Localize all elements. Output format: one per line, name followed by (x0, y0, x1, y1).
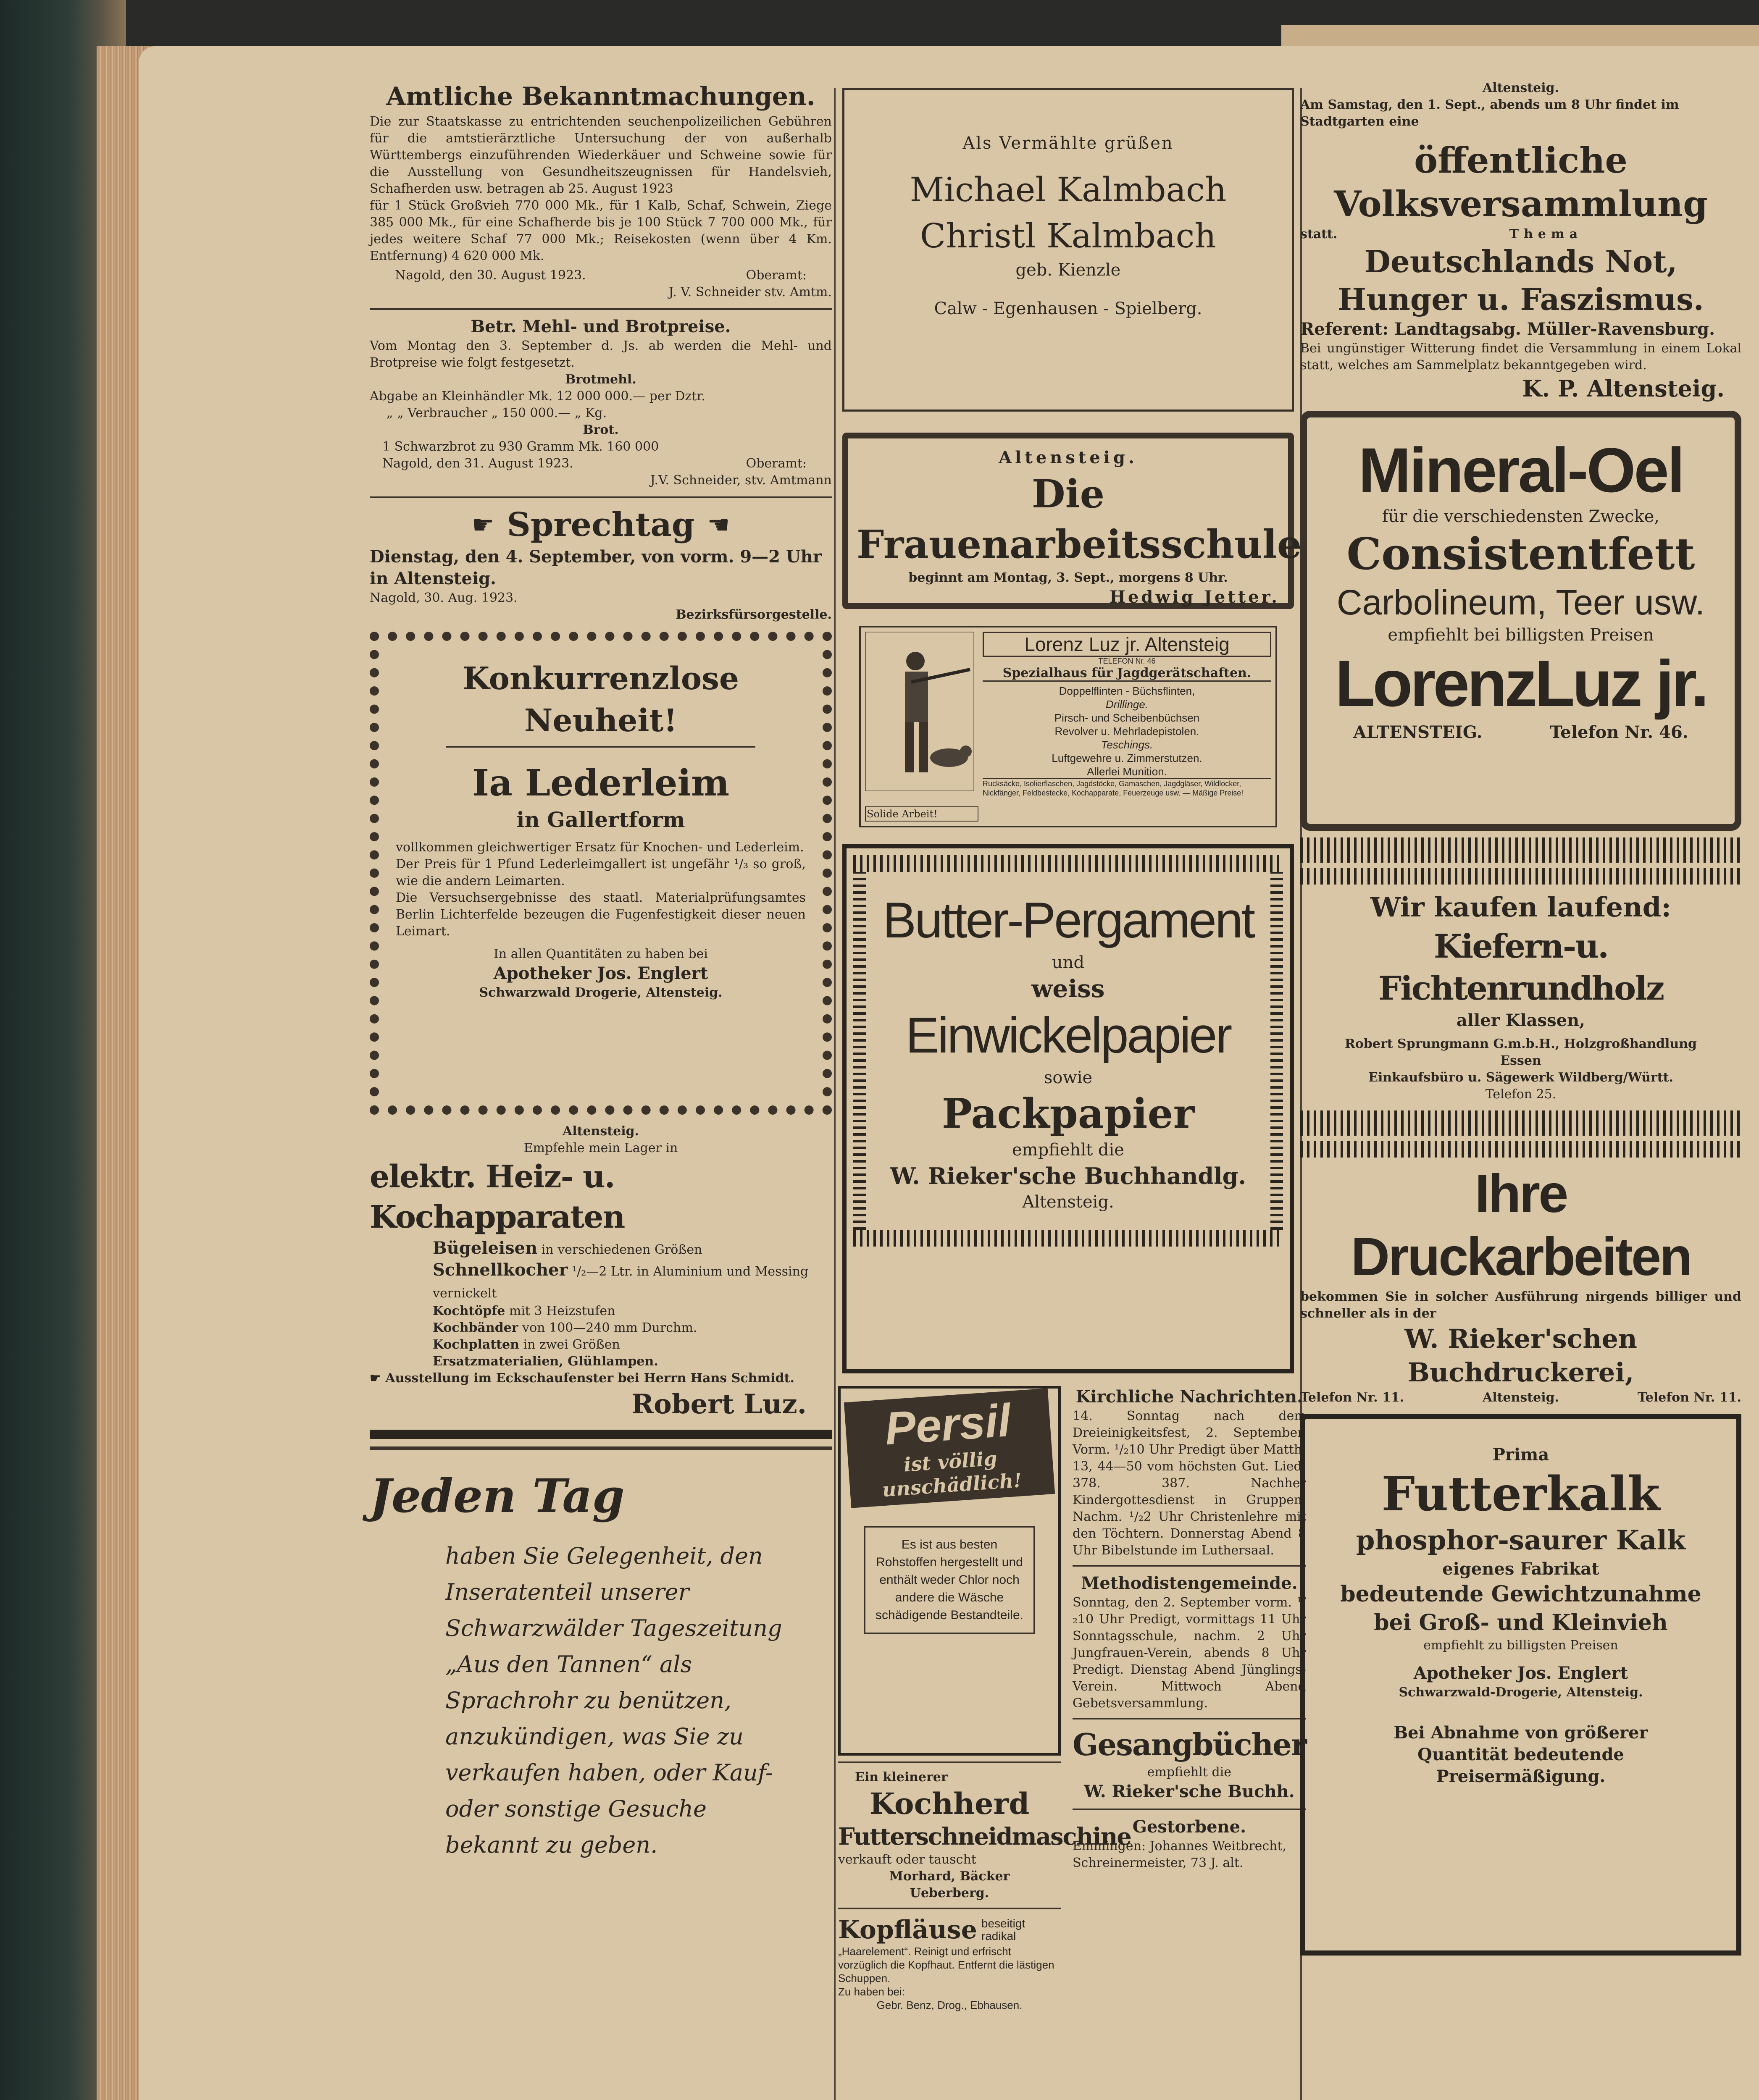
gest-body: Emmingen: Johannes Weitbrecht, Schreinermeister, 73 J. alt. (1073, 1839, 1287, 1870)
wedding-born: geb. Kienzle (1015, 260, 1121, 280)
futter-h2: phosphor-saurer Kalk (1356, 1525, 1686, 1556)
bread-intro: Vom Montag den 3. September d. Js. ab werden die Mehl- und Brotpreise wie folgt festgesetzt. (370, 339, 832, 370)
jeden-heading: Jeden Tag (370, 1469, 625, 1523)
kochherd-h1: Kochherd (869, 1786, 1030, 1821)
gestorbene (1073, 1816, 1306, 1872)
mineral-phone: Telefon Nr. 46. (1550, 722, 1688, 742)
druck-l1: bekommen Sie in solcher Ausführung nirgends billiger und schneller als in der (1300, 1289, 1741, 1321)
luz-intro: Empfehle mein Lager in (523, 1141, 678, 1155)
luz-heading: elektr. Heiz- u. Kochapparaten (370, 1159, 625, 1235)
holz-sub: aller Klassen, (1456, 1011, 1585, 1030)
lederleim-p4: In allen Quantitäten zu haben bei (493, 947, 708, 961)
bread-sub2: Brot. (583, 423, 619, 437)
lederleim-p3: Die Versuchsergebnisse des staatl. Materialprüfungsamtes Berlin Lichterfelde bezeugen die Fugenfestigkeit dieser neuen Leimart. (396, 890, 806, 939)
luz-item-rest: in zwei Größen (519, 1337, 620, 1352)
lederleim-sub: in Gallertform (516, 807, 685, 832)
versamm-note: Bei ungünstiger Witterung findet die Versammlung in einem Lokal statt, welches am Sammelplatz bekanntgegeben wird. (1300, 341, 1741, 373)
ad-futterkalk (1300, 1414, 1741, 1956)
lederleim-heading: Konkurrenzlose Neuheit! (462, 661, 739, 739)
wedding-name2: Christl Kalmbach (920, 216, 1216, 255)
pointing-hand-icon: ☚ (707, 510, 730, 540)
jagd-l2: Drillinge. (1105, 698, 1149, 711)
futter-b3: Preisermäßigung. (1436, 1767, 1606, 1786)
notice-bread-prices (370, 316, 832, 489)
kopf-seller: Gebr. Benz, Drog., Ebhausen. (876, 1999, 1023, 2011)
wedding-name1: Michael Kalmbach (910, 170, 1227, 209)
bread-heading: Betr. Mehl- und Brotpreise. (471, 317, 731, 336)
divider (838, 1761, 1061, 1763)
holz-heading: Kiefern-u. Fichtenrundholz (1378, 927, 1664, 1008)
decor-stripes (1300, 1141, 1741, 1158)
versamm-ref: Referent: Landtagsabg. Müller-Ravensburg. (1300, 319, 1715, 339)
kochherd-who: Morhard, Bäcker (889, 1869, 1010, 1884)
kochherd-place: Ueberberg. (910, 1886, 989, 1900)
versamm-h2: Volksversammlung (1334, 183, 1708, 225)
jagd-l6: Luftgewehre u. Zimmerstutzen. (1052, 752, 1202, 764)
luz-item-bold: Kochplatten (433, 1337, 519, 1352)
luz-signer: Robert Luz. (631, 1389, 807, 1420)
holz-office: Einkaufsbüro u. Sägewerk Wildberg/Württ. (1368, 1070, 1673, 1085)
bread-line2: „ „ Verbraucher „ 150 000.— „ Kg. (387, 406, 607, 420)
lederleim-seller2: Schwarzwald Drogerie, Altensteig. (479, 985, 723, 1000)
wedding-places: Calw - Egenhausen - Spielberg. (934, 299, 1202, 318)
futter-l1: eigenes Fabrikat (1442, 1559, 1599, 1579)
divider (1073, 1565, 1306, 1567)
kopf-side: beseitigt radikal (981, 1917, 1025, 1942)
divider (370, 1446, 832, 1450)
divider (1073, 1718, 1306, 1719)
luz-item-bold: Kochbänder (433, 1320, 518, 1335)
kopf-body: „Haarelement“. Reinigt und erfrischt vorzüglich die Kopfhaut. Entfernt die lästigen Schuppen. (838, 1945, 1054, 1984)
luz-exhibit: Ausstellung im Eckschaufenster bei Herrn Hans Schmidt. (385, 1371, 794, 1386)
kirche-body: 14. Sonntag nach dem Dreieinigkeitsfest, 2. September. Vorm. ¹/₂10 Uhr Predigt über Matth. 13, 44—50 vom höchsten Gut. Lied: 378. 387. Nachher Kindergottesdienst in Gruppen. Nachm. ¹/₂2 Uhr Christenlehre mit den Töchtern. Donnerstag Abend 8 Uhr Bibelstunde im Luthersaal. (1073, 1409, 1306, 1558)
notice-body: Die zur Staatskasse zu entrichtenden seuchenpolizeilichen Gebühren für die amtstierärztliche Untersuchung der von außerhalb Württembergs einzuführenden Wiederkäuer und Schweine sowie für die Ausstellung von Gesundheitszeugnissen für Handelsvieh, Schafherden usw. betragen ab 25. August 1923 (370, 114, 832, 196)
futter-l3: bei Groß- und Kleinvieh (1374, 1610, 1668, 1635)
luz-item-rest: von 100—240 mm Durchm. (518, 1320, 697, 1335)
notice-place: Nagold, den 30. August 1923. (395, 268, 586, 283)
luz-item-rest: mit 3 Heizstufen (505, 1304, 615, 1318)
persil-tag: ist völlig unschädlich! (881, 1447, 1023, 1502)
ad-heizapparate (370, 1123, 832, 1422)
gest-heading: Gestorbene. (1132, 1817, 1246, 1837)
wedding-intro: Als Vermählte grüßen (962, 134, 1174, 153)
versamm-statt: statt. (1300, 227, 1338, 242)
decor-stripes (1300, 868, 1741, 885)
butter-and: und (1052, 953, 1085, 972)
gesang-heading: Gesangbücher (1073, 1727, 1306, 1762)
versamm-signer: K. P. Altensteig. (1522, 375, 1725, 402)
kirche-heading: Kirchliche Nachrichten. (1075, 1387, 1303, 1407)
notice-office: Oberamt: (746, 268, 807, 283)
notice-official (370, 80, 832, 301)
mineral-h1: Mineral-Oel (1358, 435, 1683, 505)
bread-line1: Abgabe an Kleinhändler Mk. 12 000 000.— per Dztr. (370, 389, 705, 404)
hunter-icon (865, 632, 974, 791)
lederleim-seller: Apotheker Jos. Englert (493, 963, 708, 983)
col2-bottom-row (834, 1386, 1306, 2012)
bread-sub1: Brotmehl. (565, 372, 636, 387)
holz-phone: Telefon 25. (1485, 1087, 1557, 1102)
decor-stripes (853, 872, 866, 1230)
mineral-h4: LorenzLuz jr. (1335, 647, 1707, 720)
bread-office: Oberamt: (746, 456, 807, 471)
ad-kochherd (838, 1769, 1131, 1902)
druck-place: Altensteig. (1482, 1390, 1559, 1405)
futter-seller2: Schwarzwald-Drogerie, Altensteig. (1399, 1685, 1643, 1700)
ad-rundholz (1300, 890, 1741, 1103)
versamm-h1: öffentliche (1414, 139, 1628, 181)
jagd-sub: Spezialhaus für Jagdgerätschaften. (983, 666, 1271, 682)
butter-h2: Einwickelpapier (905, 1007, 1231, 1063)
druck-firm: W. Rieker'schen Buchdruckerei, (1404, 1323, 1637, 1388)
luz-item-bold: Kochtöpfe (433, 1304, 505, 1318)
gesang-l1: empfiehlt die (1147, 1765, 1232, 1780)
jagd-left: Solide Arbeit! (865, 806, 978, 822)
kopf-where: Zu haben bei: (838, 1985, 905, 1998)
ad-frauenarbeitsschule (842, 433, 1302, 609)
futter-b1: Bei Abnahme von größerer (1394, 1723, 1648, 1743)
divider (838, 1908, 1061, 1909)
jagd-l1: Doppelflinten - Büchsflinten, (1059, 685, 1195, 697)
futter-l4: empfiehlt zu billigsten Preisen (1423, 1638, 1618, 1653)
notice-heading: Amtliche Bekanntmachungen. (386, 82, 815, 111)
frauen-line: beginnt am Montag, 3. Sept., morgens 8 Uhr. (908, 570, 1228, 585)
meth-body: Sonntag, den 2. September vorm. ¹/₂10 Uhr Predigt, vormittags 11 Uhr Sonntagsschule, nachm. 2 Uhr Jungfrauen-Verein, abends 8 Uhr Predigt. Dienstag Abend Jünglings-Verein. Mittwoch Abend Gebetsversammlung. (1073, 1595, 1306, 1711)
kochherd-h2: Futterschneidmaschine (838, 1823, 1131, 1851)
kirche-notes (1073, 1386, 1306, 1712)
ad-persil (838, 1386, 1061, 1756)
column-3 (1300, 80, 1741, 1956)
divider (446, 746, 755, 748)
decor-stripes (1300, 837, 1741, 863)
lederleim-title: Ia Lederleim (472, 762, 730, 804)
kopf-heading: Kopfläuse (838, 1915, 977, 1945)
sprechtag-heading: Sprechtag (507, 506, 695, 544)
column-2 (834, 80, 1306, 2012)
divider (1073, 1809, 1306, 1810)
pointing-hand-icon: ☛ (471, 510, 494, 540)
jagd-l5: Teschings. (1101, 738, 1153, 751)
notice-sprechtag (370, 504, 832, 623)
sprechtag-line: Dienstag, den 4. September, von vorm. 9—2 Uhr in Altensteig. (370, 547, 822, 588)
jagd-l7: Allerlei Munition. (1087, 765, 1167, 778)
pointing-hand-icon: ☛ (370, 1371, 386, 1386)
butter-sowie: sowie (1044, 1068, 1093, 1087)
mineral-l2: empfiehlt bei billigsten Preisen (1388, 625, 1654, 645)
mineral-h3: Carbolineum, Teer usw. (1336, 583, 1705, 622)
druck-phone2: Telefon Nr. 11. (1637, 1390, 1741, 1405)
futter-b2: Quantität bedeutende (1417, 1745, 1624, 1764)
holz-firm: Robert Sprungmann G.m.b.H., Holzgroßhandlung Essen (1344, 1037, 1697, 1068)
decor-stripes (853, 855, 1283, 872)
butter-place: Altensteig. (1022, 1192, 1114, 1212)
ad-volksversammlung (1300, 80, 1741, 403)
bread-signer: J.V. Schneider, stv. Amtmann (650, 473, 832, 488)
decor-stripes (1300, 1110, 1741, 1136)
decor-stripes (1270, 872, 1283, 1230)
luz-item-rest: in verschiedenen Größen (537, 1242, 702, 1257)
ad-jagd (859, 626, 1277, 827)
decor-stripes (853, 1230, 1283, 1247)
frauen-signer: Hedwig Jetter. (1110, 587, 1280, 607)
bread-place: Nagold, den 31. August 1923. (382, 456, 573, 471)
ad-mineral-oel (1300, 411, 1741, 831)
druck-phone1: Telefon Nr. 11. (1300, 1390, 1404, 1405)
holz-intro: Wir kaufen laufend: (1370, 892, 1671, 923)
bread-line3: 1 Schwarzbrot zu 930 Gramm Mk. 160 000 (382, 439, 659, 454)
versamm-t1: Deutschlands Not, (1364, 244, 1677, 279)
sprechtag-place: Nagold, 30. Aug. 1923. (370, 591, 518, 605)
column-1 (370, 80, 832, 1871)
divider-thick (370, 1430, 832, 1439)
ad-druckarbeiten (1300, 1163, 1741, 1406)
luz-item-bold: Bügeleisen (433, 1238, 538, 1258)
frauen-heading: Die Frauenarbeitsschule (857, 471, 1302, 567)
kochherd-line: verkauft oder tauscht (838, 1852, 976, 1867)
futter-seller: Apotheker Jos. Englert (1413, 1663, 1628, 1683)
ad-wedding (842, 88, 1294, 412)
ad-butter-pergament (842, 844, 1294, 1373)
mineral-h2: Consistentfett (1346, 528, 1695, 580)
divider (370, 496, 832, 498)
notice-signer: J. V. Schneider stv. Amtm. (668, 285, 832, 299)
frauen-place: Altensteig. (999, 448, 1138, 467)
ad-kopflaeuse (838, 1915, 1061, 2012)
lederleim-p1: vollkommen gleichwertiger Ersatz für Knochen- und Lederleim. (396, 840, 804, 855)
futter-h1: Futterkalk (1381, 1467, 1660, 1522)
futter-prima: Prima (1492, 1445, 1549, 1465)
jagd-phone: TELEFON Nr. 46 (1098, 657, 1156, 665)
butter-weiss: weiss (1031, 974, 1105, 1003)
mineral-place: ALTENSTEIG. (1353, 722, 1483, 742)
kochherd-intro: Ein kleinerer (855, 1770, 948, 1785)
jagd-name: Lorenz Luz jr. Altensteig (983, 632, 1271, 657)
jagd-l8: Rucksäcke, Isolierflaschen, Jagdstöcke, Gamaschen, Jagdgläser, Wildlocker, Nickfänger, Feldbestecke, Kochapparate, Feuerzeuge usw. — Mäßige Preise! (983, 778, 1271, 798)
gesang-l2: W. Rieker'sche Buchh. (1084, 1782, 1295, 1801)
mineral-l1: für die verschiedensten Zwecke, (1382, 507, 1660, 526)
meth-heading: Methodistengemeinde. (1081, 1573, 1298, 1593)
futter-l2: bedeutende Gewichtzunahme (1340, 1581, 1701, 1607)
persil-logo: Persil (883, 1394, 1012, 1455)
versamm-t2: Hunger u. Faszismus. (1338, 281, 1704, 317)
butter-h1: Butter-Pergament (882, 892, 1254, 948)
butter-firm: W. Rieker'sche Buchhandlg. (890, 1163, 1246, 1189)
luz-item-rest: ¹/₂—2 Ltr. in Aluminium und Messing vernickelt (433, 1264, 809, 1301)
druck-heading: Ihre Druckarbeiten (1351, 1164, 1691, 1287)
notice-rates: für 1 Stück Großvieh 770 000 Mk., für 1 Kalb, Schaf, Schwein, Ziege 385 000 Mk., für eine Schafherde bis je 100 Stück 7 700 000 Mk., für jedes weitere Schaf 77 000 Mk.; Reisekosten (wenn über 4 Km. Entfernung) 4 620 000 Mk. (370, 198, 832, 263)
divider (370, 308, 832, 310)
luz-place: Altensteig. (562, 1124, 639, 1139)
jagd-l4: Revolver u. Mehrladepistolen. (1054, 725, 1199, 738)
ad-gesangbuecher (1073, 1725, 1306, 1803)
butter-h3: Packpapier (941, 1090, 1195, 1137)
jeden-body: haben Sie Gelegenheit, den Inseratenteil unserer Schwarzwälder Tageszeitung „Aus den Tannen“ als Sprachrohr zu benützen, anzukündigen, was Sie zu verkaufen haben, oder Kauf- oder sonstige Gesuche bekannt zu geben. (445, 1543, 782, 1858)
versamm-line1: Am Samstag, den 1. Sept., abends um 8 Uhr findet im Stadtgarten eine (1300, 97, 1679, 129)
ad-lederleim (370, 632, 832, 1115)
butter-emp: empfiehlt die (1012, 1140, 1124, 1160)
sprechtag-signer: Bezirksfürsorgestelle. (676, 607, 832, 622)
versamm-place: Altensteig. (1482, 81, 1559, 95)
ad-jeden-tag (370, 1467, 832, 1863)
versamm-thema: Thema (1509, 227, 1583, 242)
persil-body: Es ist aus besten Rohstoffen hergestellt und enthält weder Chlor noch andere die Wäsche schädigende Bestandteile. (864, 1526, 1035, 1634)
luz-item-bold: Schnellkocher (433, 1260, 568, 1280)
jagd-l3: Pirsch- und Scheibenbüchsen (1054, 711, 1200, 724)
luz-item-bold: Ersatzmaterialien, Glühlampen. (433, 1354, 658, 1369)
lederleim-p2: Der Preis für 1 Pfund Lederleimgallert ist ungefähr ¹/₃ so groß, wie die andern Leimarten. (396, 857, 806, 888)
